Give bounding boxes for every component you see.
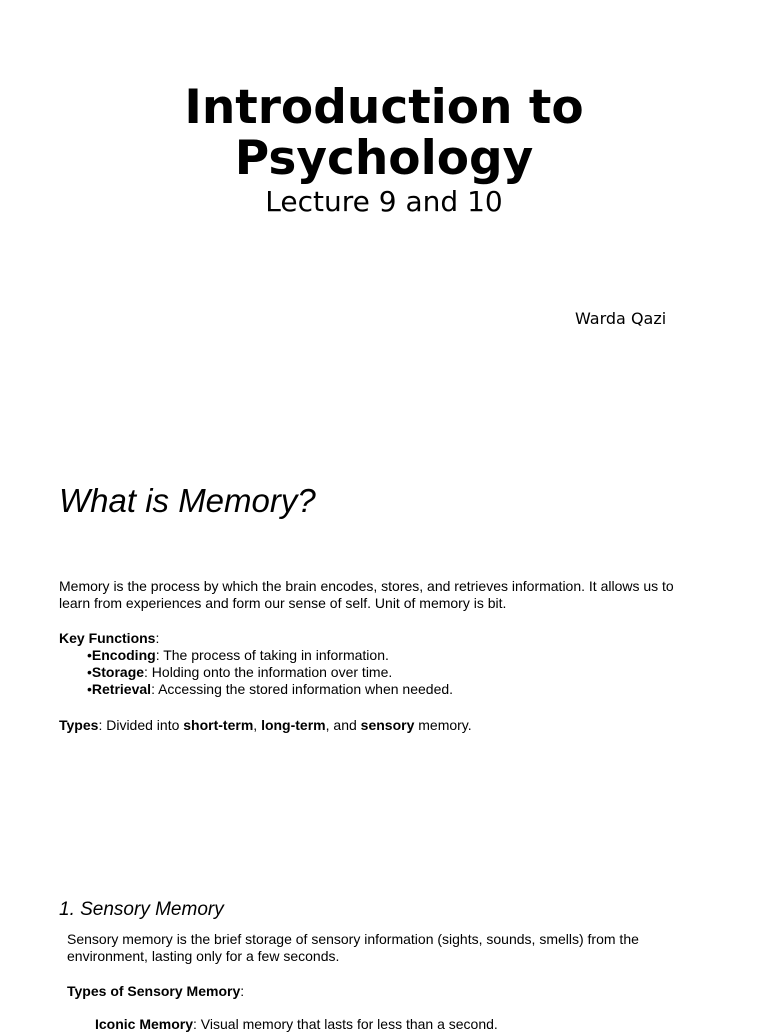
function-desc: : Accessing the stored information when needed. xyxy=(151,681,454,697)
function-desc: : Holding onto the information over time. xyxy=(144,664,393,680)
types-text: : Divided into xyxy=(98,717,184,733)
iconic-desc: : Visual memory that lasts for less than a second. xyxy=(193,1016,498,1032)
memory-types-line xyxy=(59,717,472,734)
types-term-short: short-term xyxy=(183,717,254,733)
bullet: • xyxy=(87,681,92,697)
types-text: , xyxy=(253,717,262,733)
section-heading-sensory: 1. Sensory Memory xyxy=(59,899,224,920)
list-item xyxy=(59,681,453,698)
document-title xyxy=(0,82,768,184)
title-line-2: Psychology xyxy=(234,131,534,186)
key-functions-heading xyxy=(59,630,453,647)
lecture-subtitle: Lecture 9 and 10 xyxy=(265,185,503,218)
function-term: Storage xyxy=(91,664,145,680)
sensory-types-heading xyxy=(67,983,244,1000)
intro-line-2: learn from experiences and form our sense of self. Unit of memory is bit. xyxy=(59,595,507,611)
key-functions-label: Key Functions xyxy=(59,630,156,646)
author-name: Warda Qazi xyxy=(575,309,667,328)
sensory-types-colon: : xyxy=(240,983,245,999)
title-line-1: Introduction to xyxy=(184,80,584,135)
function-desc: : The process of taking in information. xyxy=(155,647,389,663)
title-block xyxy=(0,82,768,219)
types-text: memory. xyxy=(414,717,472,733)
sensory-line-1: Sensory memory is the brief storage of sensory information (sights, sounds, smells) from the xyxy=(67,931,639,947)
function-term: Encoding xyxy=(91,647,156,663)
types-label: Types xyxy=(59,717,99,733)
section-heading-memory: What is Memory? xyxy=(59,482,316,519)
bullet: • xyxy=(87,664,92,680)
function-term: Retrieval xyxy=(91,681,152,697)
bullet: • xyxy=(87,647,92,663)
sensory-types-label: Types of Sensory Memory xyxy=(67,983,241,999)
intro-line-1: Memory is the process by which the brain encodes, stores, and retrieves information. It allows us to xyxy=(59,578,674,594)
types-term-sensory: sensory xyxy=(360,717,415,733)
iconic-term: Iconic Memory xyxy=(95,1016,194,1032)
list-item xyxy=(59,647,453,664)
list-item xyxy=(59,664,453,681)
types-text: , and xyxy=(325,717,361,733)
key-functions-colon: : xyxy=(155,630,160,646)
key-functions-block xyxy=(59,630,453,698)
sensory-line-2: environment, lasting only for a few seconds. xyxy=(67,948,340,964)
key-functions-list xyxy=(59,647,453,698)
iconic-memory-item xyxy=(95,1016,498,1033)
memory-intro-paragraph xyxy=(59,578,719,612)
sensory-paragraph xyxy=(67,931,707,965)
types-term-long: long-term xyxy=(261,717,326,733)
